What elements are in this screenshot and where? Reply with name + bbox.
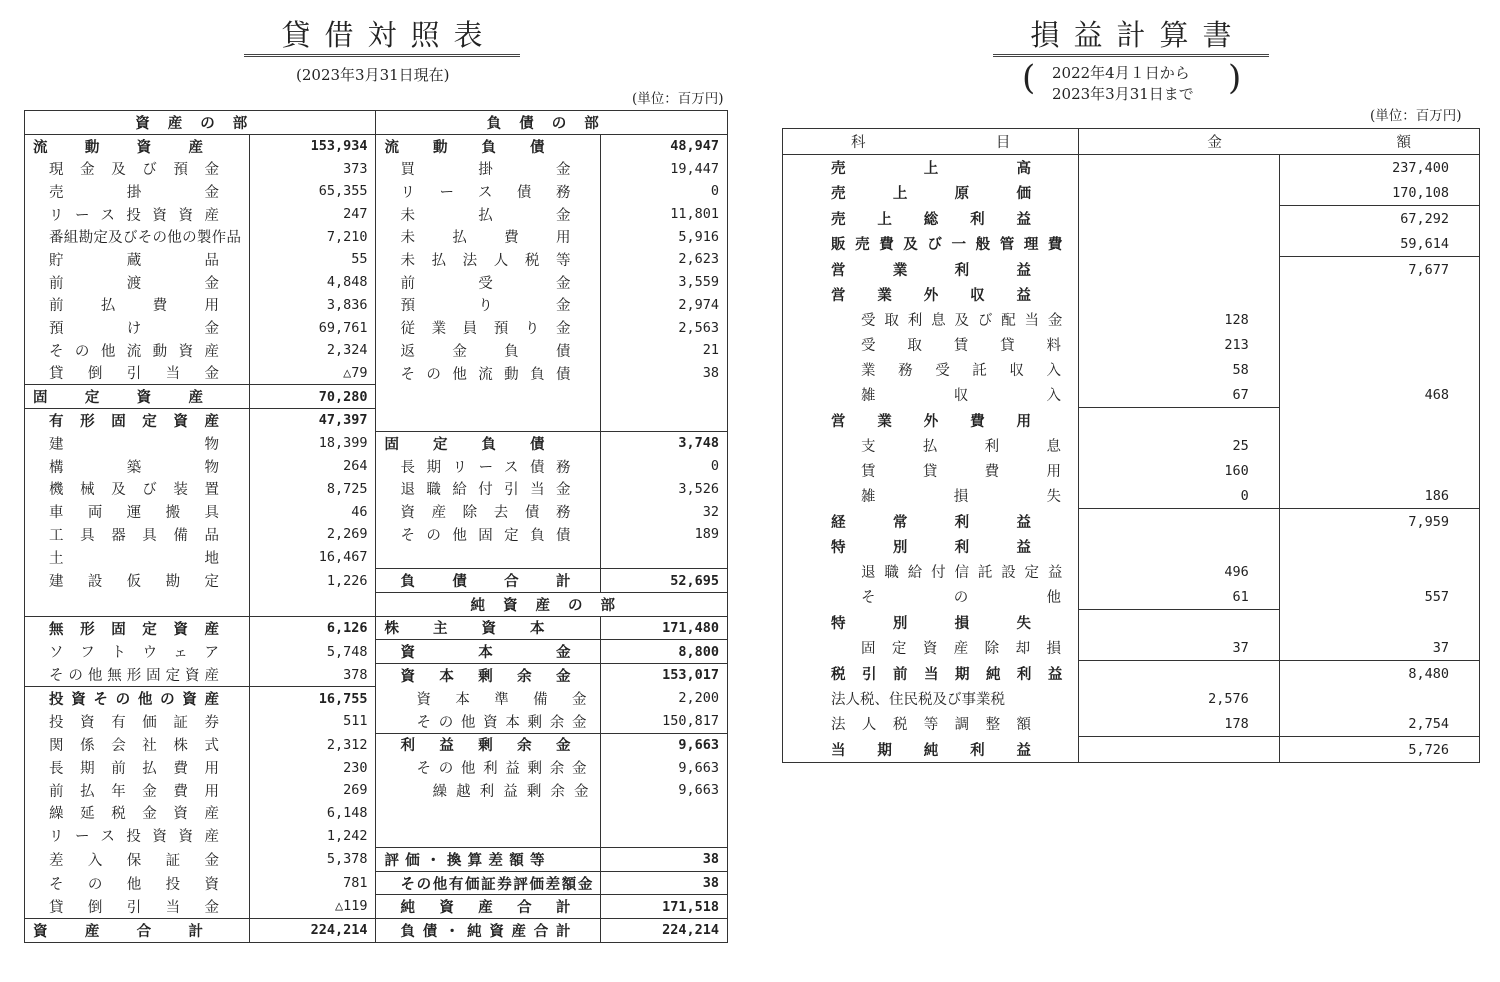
bs-row xyxy=(25,802,728,825)
liability-item-label: 退職給付引当金 xyxy=(376,478,601,501)
liability-item-value: 150,817 xyxy=(601,710,728,733)
pl-item-sub-amount xyxy=(1079,661,1279,687)
liability-item-label: 純資産合計 xyxy=(376,895,601,919)
pl-item-sub-amount xyxy=(1079,257,1279,283)
bs-row xyxy=(25,134,728,157)
liability-item-label: その他有価証券評価差額金 xyxy=(376,871,601,895)
asset-item-label: 前払費用 xyxy=(49,298,219,315)
liability-item-label: 未払金 xyxy=(376,203,601,226)
pl-item-amount xyxy=(1279,686,1479,711)
liability-item-label: 従業員預り金 xyxy=(376,316,601,339)
pl-item-amount xyxy=(1279,433,1479,458)
liability-item-label: 資本金 xyxy=(376,640,601,664)
asset-item-value: 373 xyxy=(249,157,376,180)
balance-sheet-table xyxy=(24,110,728,943)
bs-row xyxy=(25,546,728,569)
liability-item-label: 前受金 xyxy=(376,271,601,294)
liability-item-label: 評価・換算差額等 xyxy=(376,848,601,872)
pl-item-sub-amount: 58 xyxy=(1079,357,1279,382)
asset-item-label: 関係会社株式 xyxy=(49,738,219,755)
pl-item-sub-amount xyxy=(1079,408,1279,434)
liability-item-value: 38 xyxy=(601,362,728,385)
liability-item-label: 長期リース債務 xyxy=(376,455,601,478)
pl-item-label: 賃貸費用 xyxy=(861,464,1061,480)
liability-item-label: その他流動負債 xyxy=(376,362,601,385)
asset-item-value: 18,399 xyxy=(249,432,376,455)
period-from: 2022年4月１日から xyxy=(1052,64,1190,82)
pl-item-label: 営業外収益 xyxy=(831,287,1031,304)
bs-row xyxy=(25,640,728,664)
liability-item-label xyxy=(376,408,601,431)
asset-item-label: 車両運搬具 xyxy=(49,505,219,522)
bs-row xyxy=(25,779,728,802)
asset-item-value: 65,355 xyxy=(249,180,376,203)
liability-item-label: 未払費用 xyxy=(376,225,601,248)
liability-item-value: 11,801 xyxy=(601,203,728,226)
asset-item-value: 16,467 xyxy=(249,546,376,569)
pl-row xyxy=(783,231,1480,257)
asset-item-label: 建物 xyxy=(49,436,219,453)
asset-item-label: リース投資資産 xyxy=(49,829,219,846)
asset-item-value: 2,269 xyxy=(249,523,376,546)
asset-item-value: 69,761 xyxy=(249,316,376,339)
balance-sheet-unit: (単位：百万円) xyxy=(632,91,724,107)
liability-item-label: 流動負債 xyxy=(376,134,601,157)
liability-item-value: 2,200 xyxy=(601,687,728,710)
liability-item-value: 9,663 xyxy=(601,779,728,802)
asset-item-label: 長期前払費用 xyxy=(49,761,219,778)
asset-item-label: 前払年金費用 xyxy=(49,783,219,800)
pl-item-sub-amount xyxy=(1079,282,1279,307)
income-statement-unit: (単位：百万円) xyxy=(1370,108,1462,124)
asset-item-value: 6,148 xyxy=(249,802,376,825)
pl-item-label: 売上総利益 xyxy=(831,210,1031,228)
balance-sheet-title: 貸借対照表 xyxy=(244,18,520,57)
pl-item-label: 営業外費用 xyxy=(831,412,1031,430)
liability-item-label: 預り金 xyxy=(376,294,601,317)
pl-col-item-1: 科 xyxy=(851,135,866,151)
liability-item-value: 189 xyxy=(601,523,728,546)
pl-col-amount xyxy=(1079,129,1480,155)
pl-item-label: 受取利息及び配当金 xyxy=(861,313,1063,329)
asset-item-value: 781 xyxy=(249,871,376,895)
asset-item-value: 5,748 xyxy=(249,640,376,664)
asset-item-value: 3,836 xyxy=(249,294,376,317)
asset-item-label: 前渡金 xyxy=(49,275,219,292)
bs-row xyxy=(25,919,728,943)
bs-row xyxy=(25,271,728,294)
liability-item-value: 2,974 xyxy=(601,294,728,317)
asset-item-value: 7,210 xyxy=(249,225,376,248)
pl-row xyxy=(783,155,1480,181)
asset-item-label: 固定資産 xyxy=(25,385,250,409)
pl-item-amount xyxy=(1279,357,1479,382)
liability-item-label: 負債合計 xyxy=(376,569,601,593)
liability-item-value: 0 xyxy=(601,180,728,203)
bs-row xyxy=(25,478,728,501)
liability-item-value: 19,447 xyxy=(601,157,728,180)
pl-item-amount: 5,726 xyxy=(1279,737,1479,763)
bs-row xyxy=(25,523,728,546)
liability-item-value xyxy=(601,385,728,409)
asset-item-label: その他無形固定資産 xyxy=(49,668,219,685)
bs-row xyxy=(25,316,728,339)
pl-row xyxy=(783,686,1480,711)
pl-row xyxy=(783,483,1480,509)
liability-item-label xyxy=(376,802,601,825)
asset-item-value: 46 xyxy=(249,500,376,523)
pl-col-item-2: 目 xyxy=(995,135,1011,151)
period-paren-close: ) xyxy=(1228,58,1242,98)
bs-row xyxy=(25,616,728,640)
pl-item-label: 税引前当期純利益 xyxy=(831,665,1063,683)
pl-item-label: 法人税等調整額 xyxy=(831,717,1031,734)
asset-item-value: 55 xyxy=(249,248,376,271)
pl-item-sub-amount xyxy=(1079,610,1279,636)
pl-item-label: 当期純利益 xyxy=(831,741,1031,759)
asset-item-label: 流動資産 xyxy=(25,134,250,157)
asset-item-label: その他投資 xyxy=(49,876,219,893)
asset-item-label: 土地 xyxy=(49,550,219,567)
pl-item-sub-amount: 178 xyxy=(1079,711,1279,737)
liability-item-value xyxy=(601,824,728,847)
asset-item-label: 現金及び預金 xyxy=(49,162,219,179)
asset-item-value: 511 xyxy=(249,710,376,733)
liability-item-label xyxy=(376,385,601,409)
bs-row xyxy=(25,871,728,895)
pl-row xyxy=(783,635,1480,661)
asset-item-label: 貯蔵品 xyxy=(49,252,219,269)
pl-col-item xyxy=(783,129,1079,155)
asset-item-value: 2,324 xyxy=(249,339,376,362)
pl-item-sub-amount: 25 xyxy=(1079,433,1279,458)
asset-item-value: 5,378 xyxy=(249,848,376,872)
asset-item-value: △119 xyxy=(249,895,376,919)
pl-item-sub-amount: 67 xyxy=(1079,382,1279,408)
pl-header-row xyxy=(783,129,1480,155)
pl-item-label: 経常利益 xyxy=(831,513,1031,531)
bs-row xyxy=(25,500,728,523)
pl-item-label: 支払利息 xyxy=(861,439,1061,455)
pl-row xyxy=(783,711,1480,737)
asset-item-label: 繰延税金資産 xyxy=(49,806,219,823)
pl-col-amount-2: 額 xyxy=(1396,135,1411,151)
pl-row xyxy=(783,180,1480,206)
period-paren-open: ( xyxy=(1022,58,1036,98)
pl-item-sub-amount xyxy=(1079,155,1279,181)
pl-item-amount: 59,614 xyxy=(1279,231,1479,257)
pl-item-sub-amount: 37 xyxy=(1079,635,1279,661)
pl-row xyxy=(783,610,1480,636)
bs-row xyxy=(25,569,728,593)
asset-item-value: 153,934 xyxy=(249,134,376,157)
bs-row xyxy=(25,203,728,226)
bs-row xyxy=(25,294,728,317)
liability-item-value: 3,559 xyxy=(601,271,728,294)
pl-item-amount xyxy=(1279,408,1479,434)
pl-item-sub-amount: 213 xyxy=(1079,332,1279,357)
pl-row xyxy=(783,661,1480,687)
asset-item-value: 16,755 xyxy=(249,687,376,710)
pl-row xyxy=(783,534,1480,559)
asset-item-value: 8,725 xyxy=(249,478,376,501)
bs-row xyxy=(25,339,728,362)
asset-item-value: 264 xyxy=(249,455,376,478)
bs-row xyxy=(25,848,728,872)
pl-row xyxy=(783,559,1480,584)
asset-item-label: 無形固定資産 xyxy=(25,616,250,640)
pl-row xyxy=(783,458,1480,483)
bs-row xyxy=(25,756,728,779)
liability-item-value: 171,480 xyxy=(601,616,728,640)
income-statement-table xyxy=(782,128,1480,763)
bs-row xyxy=(25,592,728,616)
liability-item-label: その他固定負債 xyxy=(376,523,601,546)
asset-item-label: 有形固定資産 xyxy=(25,408,250,431)
liability-item-label: 固定負債 xyxy=(376,432,601,455)
pl-item-label: 特別利益 xyxy=(831,539,1031,556)
asset-item-value: 4,848 xyxy=(249,271,376,294)
liability-item-value xyxy=(601,802,728,825)
pl-item-amount: 186 xyxy=(1279,483,1479,509)
bs-row xyxy=(25,362,728,385)
pl-row xyxy=(783,282,1480,307)
liability-item-value xyxy=(601,408,728,431)
pl-item-label: 営業利益 xyxy=(831,261,1031,279)
liability-item-value xyxy=(601,546,728,569)
assets-header: 資産の部 xyxy=(25,111,376,135)
period-to: 2023年3月31日まで xyxy=(1052,85,1194,103)
pl-item-sub-amount xyxy=(1079,509,1279,535)
liability-item-value: 2,623 xyxy=(601,248,728,271)
asset-item-label: 投資有価証券 xyxy=(49,714,219,731)
pl-item-label: 雑収入 xyxy=(861,388,1061,405)
asset-item-label: 機械及び装置 xyxy=(49,482,219,499)
pl-row xyxy=(783,408,1480,434)
bs-row xyxy=(25,687,728,710)
pl-item-amount: 468 xyxy=(1279,382,1479,408)
pl-item-sub-amount xyxy=(1079,206,1279,232)
pl-item-amount xyxy=(1279,332,1479,357)
pl-row xyxy=(783,357,1480,382)
pl-row xyxy=(783,509,1480,535)
asset-item-label: 投資その他の資産 xyxy=(25,687,250,710)
liability-item-label: 資本準備金 xyxy=(376,687,601,710)
asset-item-label: その他流動資産 xyxy=(49,343,219,360)
liability-item-value: 2,563 xyxy=(601,316,728,339)
pl-item-sub-amount xyxy=(1079,737,1279,763)
pl-item-amount xyxy=(1279,307,1479,332)
pl-item-sub-amount xyxy=(1079,534,1279,559)
asset-item-label: 資産合計 xyxy=(25,919,250,943)
liability-item-value: 3,748 xyxy=(601,432,728,455)
liability-item-label: その他資本剰余金 xyxy=(376,710,601,733)
pl-item-label: 販売費及び一般管理費 xyxy=(831,236,1063,254)
bs-row xyxy=(25,664,728,687)
liability-item-value: 52,695 xyxy=(601,569,728,593)
liabilities-header: 負債の部 xyxy=(376,111,728,135)
asset-item-label: ソフトウェア xyxy=(49,645,219,662)
asset-item-value xyxy=(249,592,376,616)
pl-row xyxy=(783,433,1480,458)
liability-item-value: 32 xyxy=(601,500,728,523)
liability-item-label: 未払法人税等 xyxy=(376,248,601,271)
asset-item-value: 269 xyxy=(249,779,376,802)
pl-item-amount: 8,480 xyxy=(1279,661,1479,687)
liability-item-label: 返金負債 xyxy=(376,339,601,362)
liability-item-label: リース債務 xyxy=(376,180,601,203)
liability-item-value: 21 xyxy=(601,339,728,362)
liability-item-label: 利益剰余金 xyxy=(376,733,601,756)
liability-item-label: その他利益剰余金 xyxy=(376,756,601,779)
pl-item-label: 退職給付信託設定益 xyxy=(861,565,1063,581)
bs-row xyxy=(25,225,728,248)
pl-item-label: 固定資産除却損 xyxy=(861,641,1061,658)
asset-item-label: 貸倒引当金 xyxy=(49,366,219,383)
bs-row xyxy=(25,385,728,409)
liability-item-label: 株主資本 xyxy=(376,616,601,640)
asset-item-value: 1,226 xyxy=(249,569,376,593)
liability-item-value: 224,214 xyxy=(601,919,728,943)
pl-item-sub-amount: 160 xyxy=(1079,458,1279,483)
liability-item-value: 153,017 xyxy=(601,664,728,687)
net-assets-header: 純資産の部 xyxy=(376,592,728,616)
asset-item-label: 貸倒引当金 xyxy=(49,899,219,916)
pl-item-sub-amount: 128 xyxy=(1079,307,1279,332)
bs-row xyxy=(25,180,728,203)
liability-item-value: 171,518 xyxy=(601,895,728,919)
pl-item-amount: 170,108 xyxy=(1279,180,1479,206)
asset-item-label: 建設仮勘定 xyxy=(49,574,219,591)
asset-item-value: 230 xyxy=(249,756,376,779)
pl-item-sub-amount: 2,576 xyxy=(1079,686,1279,711)
pl-item-label: その他 xyxy=(861,590,1061,607)
bs-row xyxy=(25,895,728,919)
asset-item-label: 工具器具備品 xyxy=(49,527,219,544)
pl-col-amount-1: 金 xyxy=(1207,135,1222,151)
asset-item-label: 番組勘定及びその他の製作品 xyxy=(49,230,241,247)
pl-item-amount: 67,292 xyxy=(1279,206,1479,232)
asset-item-value: 247 xyxy=(249,203,376,226)
asset-item-value: △79 xyxy=(249,362,376,385)
income-statement-title: 損益計算書 xyxy=(993,18,1269,57)
asset-item-label: 預け金 xyxy=(49,321,219,338)
pl-row xyxy=(783,332,1480,357)
pl-item-sub-amount: 0 xyxy=(1079,483,1279,509)
pl-item-sub-amount xyxy=(1079,180,1279,206)
pl-item-sub-amount xyxy=(1079,231,1279,257)
pl-row xyxy=(783,307,1480,332)
pl-item-amount xyxy=(1279,559,1479,584)
pl-row xyxy=(783,206,1480,232)
asset-item-value: 378 xyxy=(249,664,376,687)
pl-item-label: 業務受託収入 xyxy=(861,363,1061,379)
liability-item-label: 資本剰余金 xyxy=(376,664,601,687)
liability-item-label xyxy=(376,824,601,847)
pl-row xyxy=(783,257,1480,283)
asset-item-value: 2,312 xyxy=(249,733,376,756)
liability-item-value: 38 xyxy=(601,848,728,872)
pl-item-amount: 2,754 xyxy=(1279,711,1479,737)
asset-item-label: 差入保証金 xyxy=(49,852,219,869)
liability-item-label: 負債・純資産合計 xyxy=(376,919,601,943)
liability-item-label xyxy=(376,546,601,569)
pl-row xyxy=(783,382,1480,408)
asset-item-value: 47,397 xyxy=(249,408,376,431)
bs-row xyxy=(25,157,728,180)
pl-item-amount xyxy=(1279,610,1479,636)
bs-row xyxy=(25,408,728,431)
liability-item-value: 9,663 xyxy=(601,733,728,756)
bs-row xyxy=(25,824,728,847)
pl-row xyxy=(783,737,1480,763)
pl-item-amount: 37 xyxy=(1279,635,1479,661)
pl-item-sub-amount: 61 xyxy=(1079,584,1279,610)
pl-item-label: 受取賃貸料 xyxy=(861,338,1061,354)
liability-item-label: 繰越利益剰余金 xyxy=(376,779,601,802)
liability-item-value: 3,526 xyxy=(601,478,728,501)
liability-item-value: 5,916 xyxy=(601,225,728,248)
liability-item-value: 9,663 xyxy=(601,756,728,779)
asset-item-label: 構築物 xyxy=(49,459,219,476)
pl-item-amount: 7,677 xyxy=(1279,257,1479,283)
pl-row xyxy=(783,584,1480,610)
asset-item-value: 6,126 xyxy=(249,616,376,640)
pl-item-label: 雑損失 xyxy=(861,489,1061,506)
asset-item-label xyxy=(25,592,250,616)
liability-item-label: 買掛金 xyxy=(376,157,601,180)
pl-item-amount: 237,400 xyxy=(1279,155,1479,181)
pl-item-sub-amount: 496 xyxy=(1079,559,1279,584)
liability-item-value: 0 xyxy=(601,455,728,478)
pl-item-label: 法人税、住民税及び事業税 xyxy=(831,692,1005,708)
pl-item-label: 売上原価 xyxy=(831,185,1031,203)
asset-item-value: 1,242 xyxy=(249,824,376,847)
bs-header-row xyxy=(25,111,728,135)
liability-item-value: 8,800 xyxy=(601,640,728,664)
pl-item-label: 売上高 xyxy=(783,155,1079,181)
liability-item-label: 資産除去債務 xyxy=(376,500,601,523)
bs-row xyxy=(25,733,728,756)
pl-item-amount xyxy=(1279,282,1479,307)
liability-item-value: 48,947 xyxy=(601,134,728,157)
pl-item-amount xyxy=(1279,458,1479,483)
balance-sheet-date: (2023年3月31日現在) xyxy=(296,66,450,84)
pl-item-amount: 557 xyxy=(1279,584,1479,610)
pl-item-amount xyxy=(1279,534,1479,559)
liability-item-value: 38 xyxy=(601,871,728,895)
asset-item-value: 70,280 xyxy=(249,385,376,409)
asset-item-label: リース投資資産 xyxy=(49,207,219,224)
bs-row xyxy=(25,455,728,478)
asset-item-value: 224,214 xyxy=(249,919,376,943)
bs-row xyxy=(25,432,728,455)
pl-item-label: 特別損失 xyxy=(831,614,1031,632)
asset-item-label: 売掛金 xyxy=(49,184,219,201)
pl-item-amount: 7,959 xyxy=(1279,509,1479,535)
bs-row xyxy=(25,248,728,271)
bs-row xyxy=(25,710,728,733)
